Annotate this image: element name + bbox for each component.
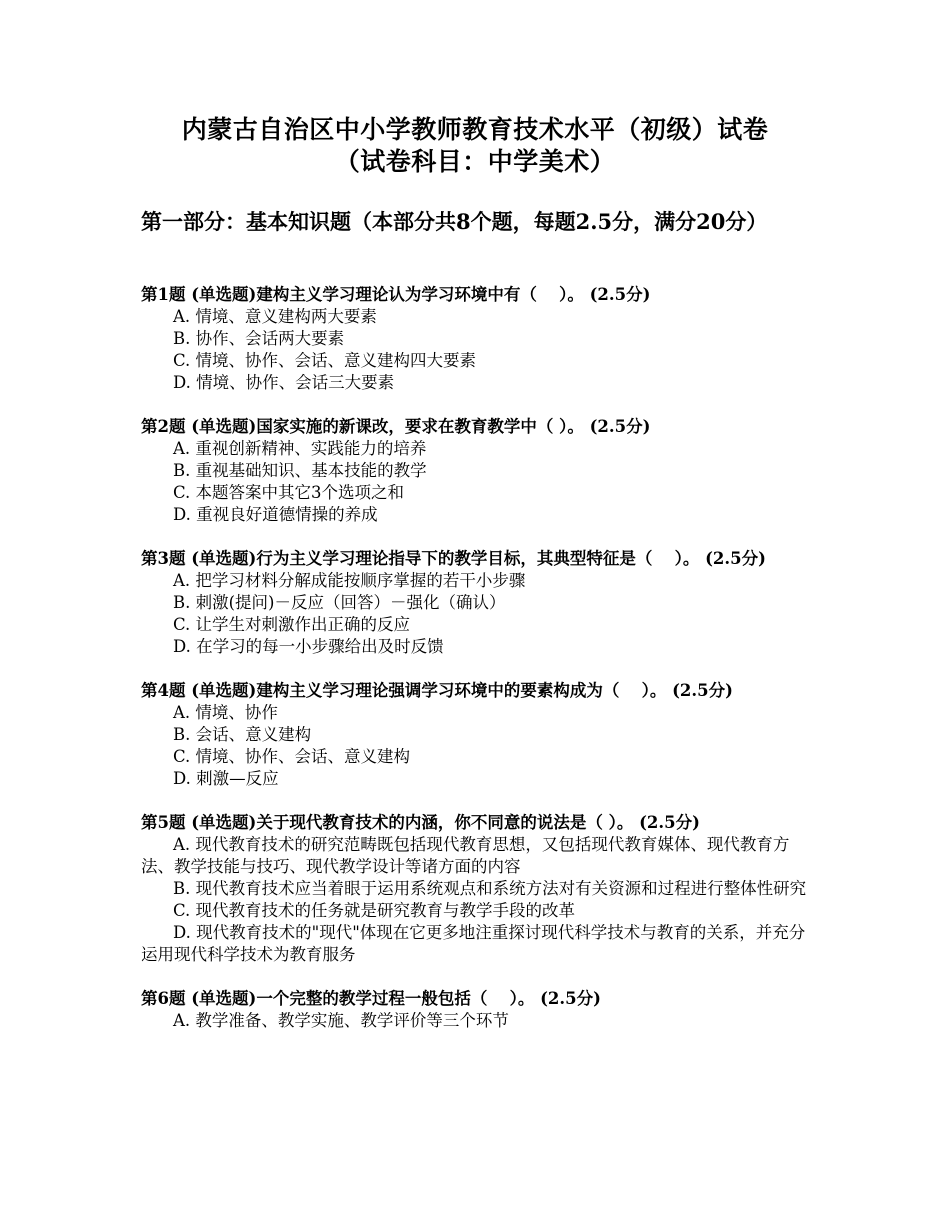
question-stem: 第3题 (单选题)行为主义学习理论指导下的教学目标，其典型特征是（ ）。 (2.5分): [141, 549, 766, 568]
option-c: C. 本题答案中其它3个选项之和: [173, 483, 405, 502]
option-c: C. 让学生对刺激作出正确的反应: [173, 615, 411, 634]
option-a: A. 重视创新精神、实践能力的培养: [173, 439, 427, 458]
question-stem: 第6题 (单选题)一个完整的教学过程一般包括（ ）。 (2.5分): [141, 989, 601, 1008]
option-b: B. 刺激(提问)－反应（回答）－强化（确认）: [173, 593, 506, 612]
option-a: A. 教学准备、教学实施、教学评价等三个环节: [173, 1011, 509, 1030]
question-list: [141, 284, 813, 1054]
option-c: C. 情境、协作、会话、意义建构: [173, 747, 411, 766]
option-d: D. 情境、协作、会话三大要素: [173, 373, 395, 392]
exam-subject: （试卷科目：中学美术）: [334, 147, 616, 176]
question-4: [141, 680, 813, 790]
question-6: [141, 988, 813, 1032]
question-stem: 第2题 (单选题)国家实施的新课改，要求在教育教学中（ ）。 (2.5分): [141, 417, 651, 436]
option-d: D. 现代教育技术的"现代"体现在它更多地注重探讨现代科学技术与教育的关系，并充分运用现代科学技术为教育服务: [141, 923, 806, 964]
option-d: D. 刺激—反应: [173, 769, 279, 788]
option-b: B. 现代教育技术应当着眼于运用系统观点和系统方法对有关资源和过程进行整体性研究: [173, 879, 807, 898]
question-stem: 第4题 (单选题)建构主义学习理论强调学习环境中的要素构成为（ ）。 (2.5分): [141, 681, 733, 700]
option-a: A. 情境、协作: [173, 703, 278, 722]
question-1: [141, 284, 813, 394]
option-a: A. 把学习材料分解成能按顺序掌握的若干小步骤: [173, 571, 526, 590]
option-b: B. 协作、会话两大要素: [173, 329, 345, 348]
exam-title: 内蒙古自治区中小学教师教育技术水平（初级）试卷: [181, 115, 769, 144]
option-c: C. 情境、协作、会话、意义建构四大要素: [173, 351, 477, 370]
section-heading: 第一部分：基本知识题（本部分共8个题，每题2.5分，满分20分）: [141, 209, 768, 234]
question-5: [141, 812, 813, 966]
option-b: B. 重视基础知识、基本技能的教学: [173, 461, 427, 480]
option-a: A. 现代教育技术的研究范畴既包括现代教育思想，又包括现代教育媒体、现代教育方法、教学技能与技巧、现代教学设计等诸方面的内容: [141, 835, 790, 876]
question-3: [141, 548, 813, 658]
question-stem: 第1题 (单选题)建构主义学习理论认为学习环境中有（ ）。 (2.5分): [141, 285, 651, 304]
option-d: D. 重视良好道德情操的养成: [173, 505, 378, 524]
option-c: C. 现代教育技术的任务就是研究教育与教学手段的改革: [173, 901, 576, 920]
question-stem: 第5题 (单选题)关于现代教育技术的内涵，你不同意的说法是（ ）。 (2.5分): [141, 813, 700, 832]
option-a: A. 情境、意义建构两大要素: [173, 307, 377, 326]
question-2: [141, 416, 813, 526]
option-b: B. 会话、意义建构: [173, 725, 312, 744]
option-d: D. 在学习的每一小步骤给出及时反馈: [173, 637, 444, 656]
